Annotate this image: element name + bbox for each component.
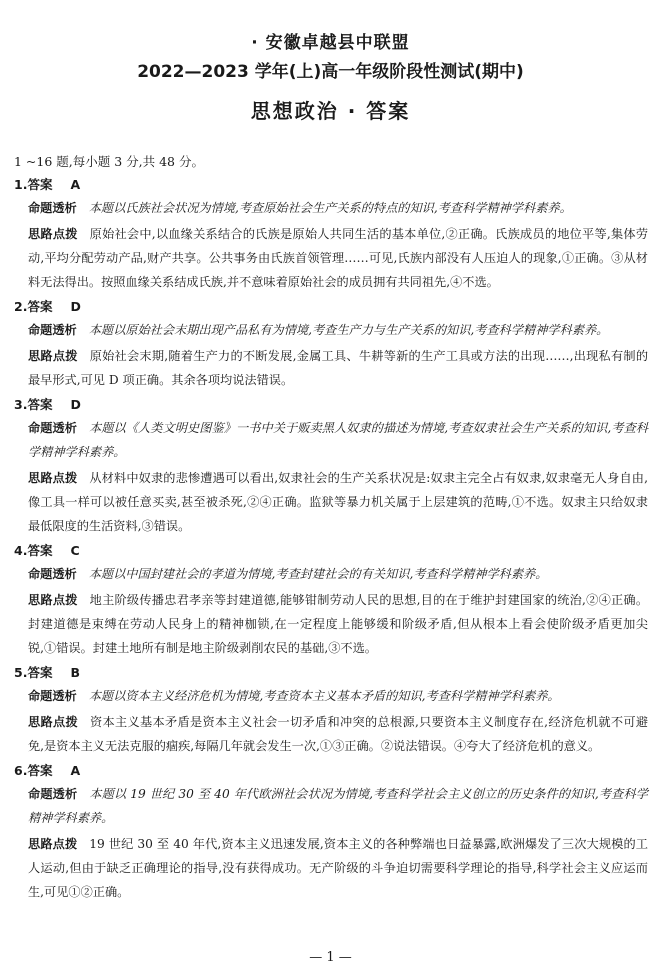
hint-text: 19 世纪 30 至 40 年代,资本主义迅速发展,资本主义的各种弊端也日益暴露,欧洲爆发了三次大规模的工人运动,但由于缺乏正确理论的指导,没有获得成功。无产阶级的斗争迫切需要科学理论的指导,科学社会主义应运而生,可见①②正确。 [28, 837, 648, 899]
answer-line [14, 540, 648, 562]
answer-label: 答案 [27, 177, 53, 192]
hint-label: 思路点拨 [28, 837, 78, 851]
analysis-label: 命题透析 [28, 689, 77, 703]
analysis-text: 本题以资本主义经济危机为情境,考查资本主义基本矛盾的知识,考查科学精神学科素养。 [88, 689, 560, 703]
analysis-text: 本题以原始社会末期出现产品私有为情境,考查生产力与生产关系的知识,考查科学精神学科素养。 [88, 323, 609, 337]
analysis-paragraph [14, 562, 648, 586]
question-number: 3. [14, 397, 28, 412]
answer-line [14, 760, 648, 782]
question-block [14, 540, 648, 660]
analysis-text: 本题以 19 世纪 30 至 40 年代欧洲社会状况为情境,考查科学社会主义创立的历史条件的知识,考查科学精神学科素养。 [28, 787, 648, 825]
analysis-paragraph [14, 196, 648, 220]
question-number: 6. [14, 763, 28, 778]
analysis-label: 命题透析 [28, 787, 78, 801]
analysis-label: 命题透析 [28, 201, 77, 215]
hint-paragraph [14, 832, 648, 904]
hint-text: 从材料中奴隶的悲惨遭遇可以看出,奴隶社会的生产关系状况是:奴隶主完全占有奴隶,奴隶毫无人身自由,像工具一样可以被任意买卖,甚至被杀死,②④正确。监狱等暴力机关属于上层建筑的范畴,①不选。奴隶主只给奴隶最低限度的生活资料,③错误。 [28, 471, 649, 533]
page-number: — 1 — [309, 950, 352, 965]
hint-paragraph [14, 710, 648, 758]
analysis-label: 命题透析 [28, 323, 77, 337]
question-number: 1. [14, 177, 28, 192]
answer-line [14, 174, 648, 196]
exam-title: 2022—2023 学年(上)高一年级阶段性测试(期中) [137, 62, 524, 82]
hint-paragraph [14, 222, 648, 294]
analysis-label: 命题透析 [28, 421, 77, 435]
hint-paragraph [14, 466, 648, 538]
hint-text: 原始社会末期,随着生产力的不断发展,金属工具、牛耕等新的生产工具或方法的出现……,出现私有制的最早形式,可见 D 项正确。其余各项均说法错误。 [28, 349, 649, 387]
answer-value: A [70, 177, 81, 192]
answer-value: D [70, 299, 81, 314]
hint-label: 思路点拨 [28, 227, 78, 241]
hint-label: 思路点拨 [28, 349, 78, 363]
question-block [14, 174, 648, 294]
answer-value: B [70, 665, 80, 680]
answer-label: 答案 [27, 763, 53, 778]
analysis-label: 命题透析 [28, 567, 77, 581]
hint-label: 思路点拨 [28, 715, 78, 729]
answer-line [14, 662, 648, 684]
analysis-paragraph [14, 416, 648, 464]
question-number: 2. [14, 299, 28, 314]
analysis-paragraph [14, 684, 648, 708]
answer-label: 答案 [27, 299, 53, 314]
hint-text: 资本主义基本矛盾是资本主义社会一切矛盾和冲突的总根源,只要资本主义制度存在,经济危机就不可避免,是资本主义无法克服的痼疾,每隔几年就会发生一次,①③正确。②说法错误。④夸大了经济危机的意义。 [28, 715, 649, 753]
question-number: 4. [14, 543, 28, 558]
analysis-paragraph [14, 318, 648, 342]
analysis-text: 本题以《人类文明史图鉴》一书中关于贩卖黑人奴隶的描述为情境,考查奴隶社会生产关系的知识,考查科学精神学科素养。 [28, 421, 649, 459]
hint-paragraph [14, 344, 648, 392]
analysis-paragraph [14, 782, 648, 830]
section-intro: 1 ~16 题,每小题 3 分,共 48 分。 [14, 154, 204, 169]
question-block [14, 662, 648, 758]
alliance-title: · 安徽卓越县中联盟 [251, 33, 410, 53]
answer-line [14, 394, 648, 416]
analysis-text: 本题以氏族社会状况为情境,考查原始社会生产关系的特点的知识,考查科学精神学科素养。 [88, 201, 572, 215]
question-block [14, 760, 648, 904]
question-block [14, 394, 648, 538]
answer-value: C [70, 543, 80, 558]
answer-value: A [70, 763, 81, 778]
question-block [14, 296, 648, 392]
answer-label: 答案 [27, 543, 53, 558]
answer-line [14, 296, 648, 318]
question-list [14, 174, 648, 906]
hint-text: 地主阶级传播忠君孝亲等封建道德,能够钳制劳动人民的思想,目的在于维护封建国家的统治,②④正确。封建道德是束缚在劳动人民身上的精神枷锁,在一定程度上能够缓和阶级矛盾,但从根本上看会使阶级矛盾更加尖锐,①错误。封建土地所有制是地主阶级剥削农民的基础,③不选。 [28, 593, 649, 655]
answer-label: 答案 [27, 665, 53, 680]
hint-label: 思路点拨 [28, 593, 78, 607]
analysis-text: 本题以中国封建社会的孝道为情境,考查封建社会的有关知识,考查科学精神学科素养。 [88, 567, 548, 581]
hint-text: 原始社会中,以血缘关系结合的氏族是原始人共同生活的基本单位,②正确。氏族成员的地位平等,集体劳动,平均分配劳动产品,财产共享。公共事务由氏族首领管理……可见,氏族内部没有人压迫人的现象,①正确。③从材料无法得出。按照血缘关系结成氏族,并不意味着原始社会的成员拥有共同祖先,④不选。 [28, 227, 649, 289]
hint-paragraph [14, 588, 648, 660]
question-number: 5. [14, 665, 28, 680]
subject-title: 思想政治 · 答案 [250, 99, 411, 123]
answer-value: D [70, 397, 81, 412]
answer-label: 答案 [27, 397, 53, 412]
hint-label: 思路点拨 [28, 471, 78, 485]
